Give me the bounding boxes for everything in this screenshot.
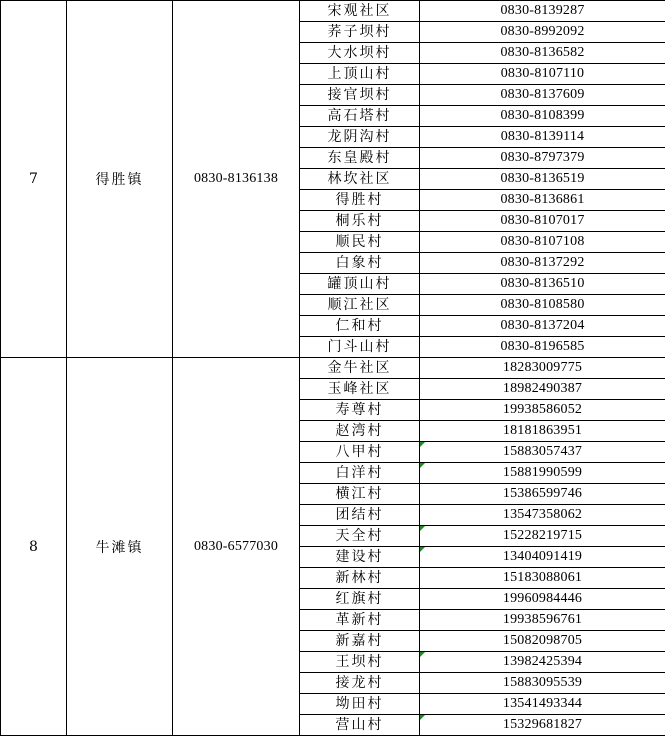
town-phone: 0830-6577030 [173, 358, 300, 736]
village-name: 上顶山村 [300, 64, 420, 85]
village-name: 顺民村 [300, 232, 420, 253]
village-phone: 18982490387 [420, 379, 665, 400]
town-name: 得胜镇 [67, 1, 173, 358]
village-name: 接官坝村 [300, 85, 420, 106]
village-phone: 15386599746 [420, 484, 665, 505]
village-phone: 0830-8137609 [420, 85, 665, 106]
village-phone: 0830-8136510 [420, 274, 665, 295]
village-phone: 0830-8108580 [420, 295, 665, 316]
village-name: 宋观社区 [300, 1, 420, 22]
village-name: 大水坝村 [300, 43, 420, 64]
village-phone: 0830-8107017 [420, 211, 665, 232]
village-phone: 0830-8139114 [420, 127, 665, 148]
village-phone: 15883095539 [420, 673, 665, 694]
village-name: 林坎社区 [300, 169, 420, 190]
town-phone: 0830-8136138 [173, 1, 300, 358]
village-name: 罐顶山村 [300, 274, 420, 295]
village-phone: 13404091419 [420, 547, 665, 568]
village-name: 革新村 [300, 610, 420, 631]
village-name: 八甲村 [300, 442, 420, 463]
village-phone: 15883057437 [420, 442, 665, 463]
village-name: 新林村 [300, 568, 420, 589]
village-name: 王坝村 [300, 652, 420, 673]
village-name: 金牛社区 [300, 358, 420, 379]
row-index: 7 [1, 1, 67, 358]
village-name: 顺江社区 [300, 295, 420, 316]
table-body [1, 1, 665, 736]
village-name: 营山村 [300, 715, 420, 736]
village-phone: 15082098705 [420, 631, 665, 652]
village-phone: 15881990599 [420, 463, 665, 484]
village-name: 白洋村 [300, 463, 420, 484]
village-phone: 15228219715 [420, 526, 665, 547]
village-phone: 19938596761 [420, 610, 665, 631]
village-phone: 0830-8107108 [420, 232, 665, 253]
village-phone: 0830-8137292 [420, 253, 665, 274]
village-phone: 0830-8137204 [420, 316, 665, 337]
village-name: 玉峰社区 [300, 379, 420, 400]
village-name: 团结村 [300, 505, 420, 526]
table-row [1, 358, 665, 379]
village-name: 天全村 [300, 526, 420, 547]
village-name: 仁和村 [300, 316, 420, 337]
village-name: 新嘉村 [300, 631, 420, 652]
town-name: 牛滩镇 [67, 358, 173, 736]
table-row [1, 1, 665, 22]
village-name: 东皇殿村 [300, 148, 420, 169]
village-phone: 18283009775 [420, 358, 665, 379]
village-phone: 19938586052 [420, 400, 665, 421]
village-name: 横江村 [300, 484, 420, 505]
village-phone: 18181863951 [420, 421, 665, 442]
village-phone: 0830-8136519 [420, 169, 665, 190]
village-phone: 0830-8136582 [420, 43, 665, 64]
village-name: 赵湾村 [300, 421, 420, 442]
village-phone: 0830-8797379 [420, 148, 665, 169]
village-name: 门斗山村 [300, 337, 420, 358]
village-phone: 15329681827 [420, 715, 665, 736]
village-name: 红旗村 [300, 589, 420, 610]
village-phone: 19960984446 [420, 589, 665, 610]
row-index: 8 [1, 358, 67, 736]
village-phone: 0830-8196585 [420, 337, 665, 358]
village-name: 白象村 [300, 253, 420, 274]
village-phone: 13541493344 [420, 694, 665, 715]
village-name: 高石塔村 [300, 106, 420, 127]
village-name: 坳田村 [300, 694, 420, 715]
village-name: 荞子坝村 [300, 22, 420, 43]
village-phone: 0830-8107110 [420, 64, 665, 85]
village-phone: 0830-8992092 [420, 22, 665, 43]
village-phone: 15183088061 [420, 568, 665, 589]
village-phone: 0830-8136861 [420, 190, 665, 211]
village-name: 接龙村 [300, 673, 420, 694]
village-name: 寿尊村 [300, 400, 420, 421]
village-phone: 0830-8108399 [420, 106, 665, 127]
village-name: 得胜村 [300, 190, 420, 211]
village-phone: 0830-8139287 [420, 1, 665, 22]
village-name: 龙阴沟村 [300, 127, 420, 148]
village-phone: 13982425394 [420, 652, 665, 673]
village-phone: 13547358062 [420, 505, 665, 526]
village-name: 桐乐村 [300, 211, 420, 232]
village-name: 建设村 [300, 547, 420, 568]
